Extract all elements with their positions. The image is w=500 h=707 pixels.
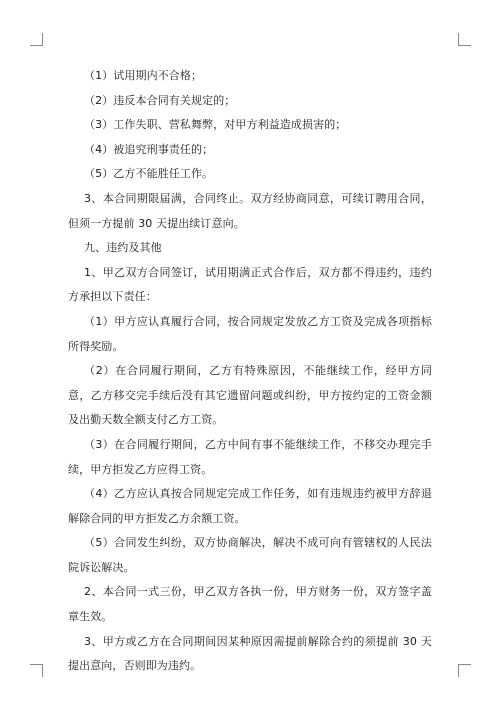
clause-item: （4）被追究刑事责任的；: [84, 142, 214, 156]
document-body: [68, 64, 432, 679]
clause-item: （1）甲方应认真履行合同，按合同规定发放乙方工资及完成各项指标所得奖励。: [68, 314, 432, 353]
clause-paragraph: 2、本合同一式三份，甲乙双方各执一份，甲方财务一份，双方签字盖章生效。: [68, 585, 432, 624]
section-heading: 九、违约及其他: [84, 241, 162, 255]
clause-item: （3）工作失职、营私舞弊，对甲方利益造成损害的；: [84, 118, 347, 132]
clause-item: （5）乙方不能胜任工作。: [84, 167, 214, 181]
crop-mark-bottom-right: [458, 664, 471, 677]
clause-item: （3）在合同履行期间，乙方中间有事不能继续工作，不移交办理完手续，甲方拒发乙方应得工资。: [68, 437, 432, 476]
clause-item: （5）合同发生纠纷，双方协商解决，解决不成可向有管辖权的人民法院诉讼解决。: [68, 536, 432, 574]
crop-mark-bottom-left: [30, 664, 43, 677]
clause-paragraph: 3、甲方或乙方在合同期间因某种原因需提前解除合约的须提前 30 天提出意向，否则即为违约。: [68, 634, 432, 673]
clause-paragraph: 1、甲乙双方合同签订，试用期满正式合作后，双方都不得违约，违约方承担以下责任：: [68, 265, 432, 304]
crop-mark-top-left: [30, 33, 43, 46]
clause-item: （2）违反本合同有关规定的；: [84, 93, 236, 107]
crop-mark-top-right: [458, 33, 471, 46]
clause-item: （4）乙方应认真按合同规定完成工作任务，如有违规违约被甲方辞退解除合同的甲方拒发乙方余额工资。: [68, 487, 432, 525]
clause-paragraph: 3、本合同期限届满，合同终止。双方经协商同意，可续订聘用合同，但须一方提前 30 天提出续订意向。: [68, 191, 432, 230]
clause-item: （1）试用期内不合格；: [84, 69, 203, 82]
clause-item: （2）在合同履行期间，乙方有特殊原因，不能继续工作，经甲方同意，乙方移交完手续后没有其它遗留问题或纠纷，甲方按约定的工资金额及出勤天数全额支付乙方工资。: [68, 364, 432, 427]
